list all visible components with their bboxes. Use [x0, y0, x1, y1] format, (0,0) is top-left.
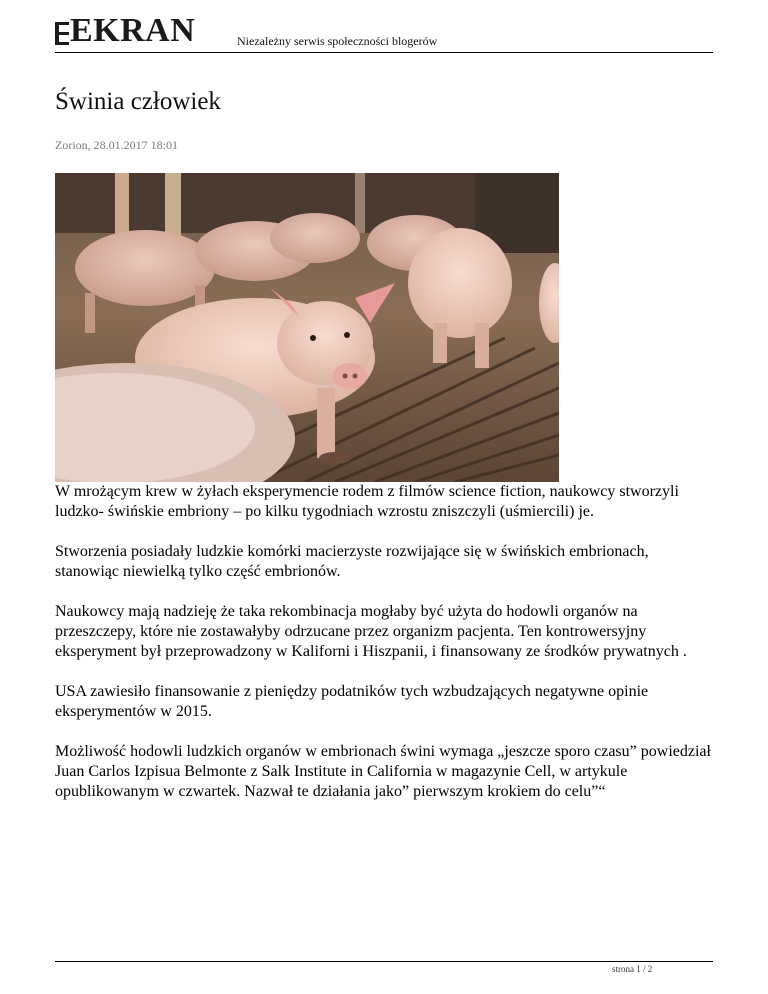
article-paragraph-3: Naukowcy mają nadzieję że taka rekombinacja mogłaby być użyta do hodowli organów na przeszczepy, które nie zostawałyby odrzucane przez organizm pacjenta. Ten kontrowersyjny eksperyment był przeprowadzony w Kaliforni i Hiszpanii, i finansowany ze środków prywatnych .	[55, 603, 687, 660]
logo-mark-icon	[55, 18, 69, 48]
site-tagline: Niezależny serwis społeczności blogerów	[237, 34, 438, 48]
article-paragraph-1: W mrożącym krew w żyłach eksperymencie rodem z filmów science fiction, naukowcy stworzyli ludzko- świńskie embriony – po kilku tygodniach wzrostu zniszczyli (uśmiercili) je.	[55, 483, 679, 520]
logo-text: EKRAN	[70, 12, 196, 49]
article-paragraph-2: Stworzenia posiadały ludzkie komórki macierzyste rozwijające się w świńskich embrionach, stanowiąc niewielką tylko część embrionów.	[55, 543, 649, 580]
article-meta: Zorion, 28.01.2017 18:01	[55, 138, 178, 152]
page-header	[55, 14, 713, 53]
site-logo[interactable]	[55, 14, 195, 48]
article-title: Świnia człowiek	[55, 88, 221, 115]
pigs-photo-illustration	[55, 173, 559, 482]
article-image	[55, 173, 559, 482]
article-body	[55, 482, 715, 822]
article-paragraph-4: USA zawiesiło finansowanie z pieniędzy podatników tych wzbudzających negatywne opinie eksperymentów w 2015.	[55, 683, 649, 720]
footer-divider	[55, 961, 713, 962]
article-paragraph-5: Możliwość hodowli ludzkich organów w embrionach świni wymaga „jeszcze sporo czasu” powiedział Juan Carlos Izpisua Belmonte z Salk Institute in California w magazynie Cell, w artykule opublikowanym w czwartek. Nazwał te działania jako” pierwszym krokiem do celu”“	[55, 743, 711, 800]
page-number: strona 1 / 2	[612, 964, 653, 974]
